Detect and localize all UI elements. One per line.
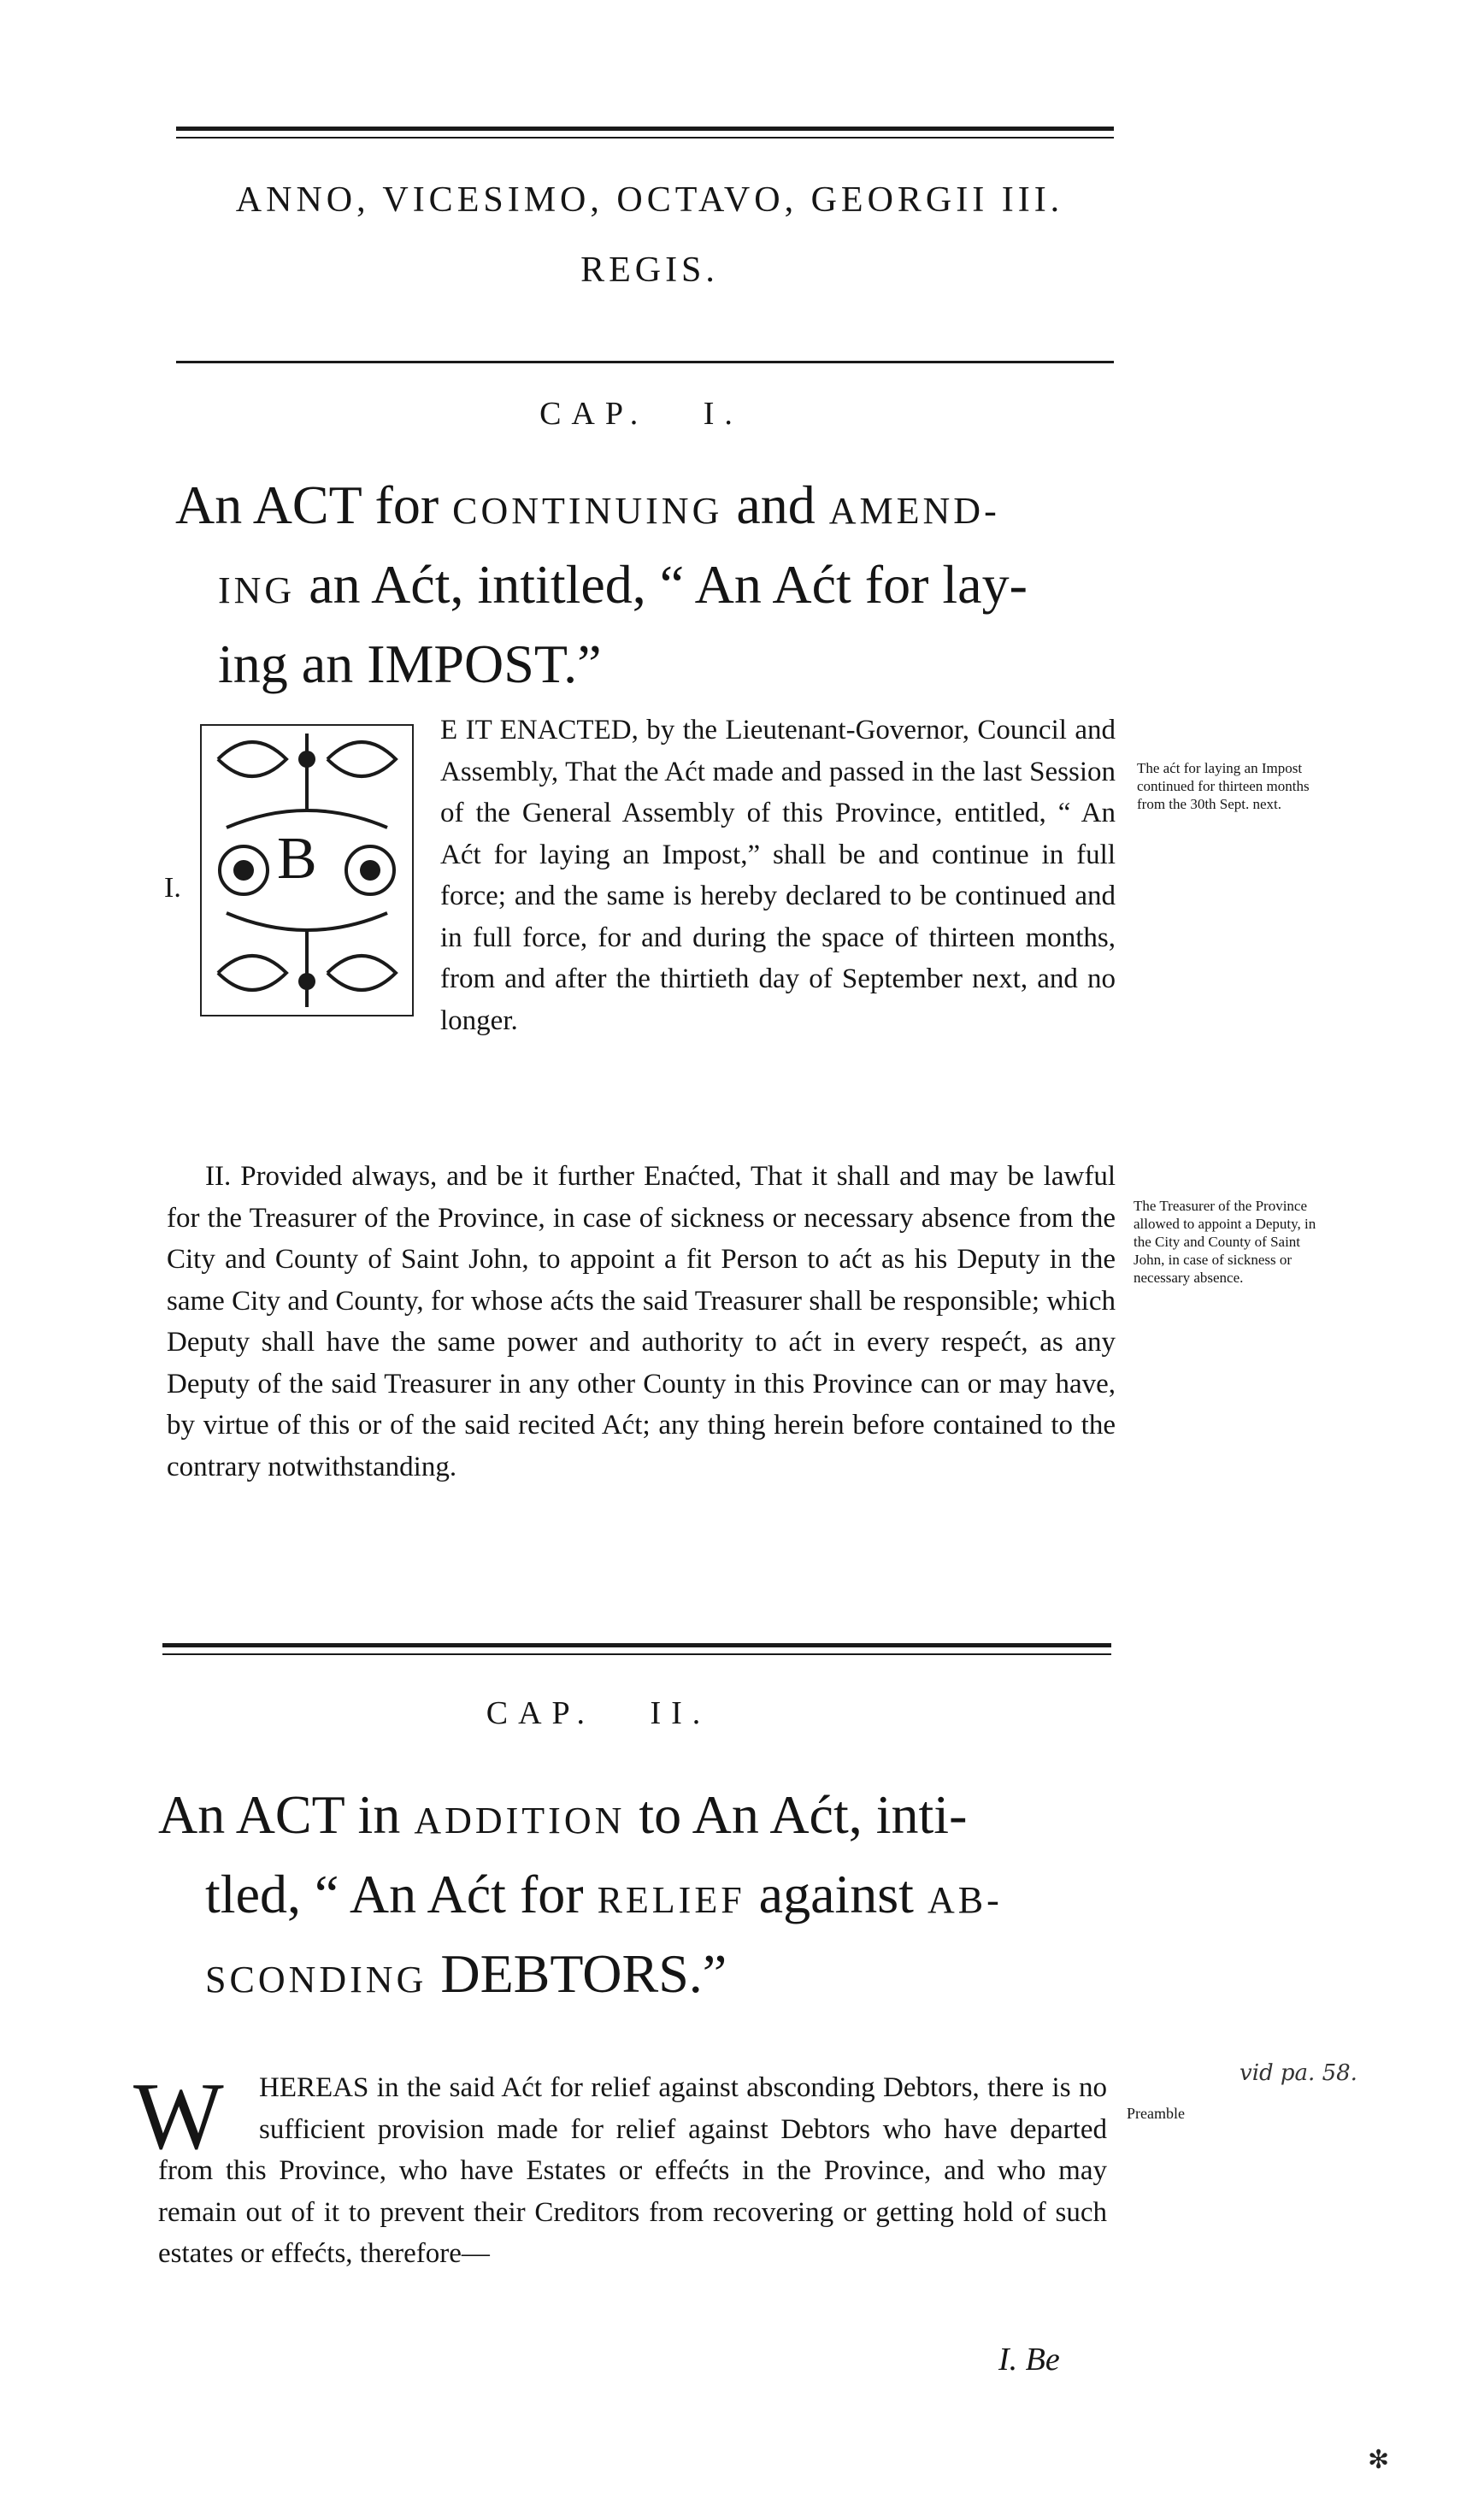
catchword: I. Be — [998, 2342, 1060, 2378]
cap2-title-line3: SCONDING DEBTORS.” — [205, 1943, 727, 2004]
cap2-title — [158, 1778, 1141, 2017]
cap1-heading: CAP. I. — [539, 396, 743, 432]
page-header-line2: REGIS. — [580, 250, 719, 290]
margin-note-preamble: Preamble — [1127, 2105, 1185, 2122]
margin-note-impost: The aćt for laying an Impost continued for thirteen months from the 30th Sept. next. — [1137, 760, 1310, 812]
cap2-heading: CAP. II. — [486, 1695, 711, 1731]
cap1-paragraph-2: II. Provided always, and be it further Enaćted, That it shall and may be lawful for the Treasurer of the Province, in case of sickness or necessary absence from the City and County of Saint John, to appoint a fit Person to aćt as his Deputy in the same City and County, for whose aćts the said Treasurer shall be responsible; which Deputy shall have the same power and authority to aćt in every respećt, as any Deputy of the said Treasurer in any other County in this Province can or may have, by virtue of this or of the said recited Aćt; any thing herein before contained to the contrary notwithstanding. — [167, 1161, 1116, 1482]
cap1-title-line2: ING an Aćt, intitled, “ An Aćt for lay- — [218, 554, 1028, 615]
handwritten-annotation: vid pa. 58. — [1240, 2060, 1357, 2086]
header-rule — [176, 361, 1114, 363]
ink-blot-mark: ✻ — [1368, 2446, 1390, 2474]
cap1-title-line1: An ACT for CONTINUING and AMEND- — [175, 474, 1000, 535]
mid-rule-thick — [162, 1643, 1111, 1647]
cap2-title-line1: An ACT in ADDITION to An Aćt, inti- — [158, 1784, 968, 1845]
cap1-title-line3: ing an IMPOST.” — [218, 633, 602, 694]
top-rule-thin — [176, 137, 1114, 138]
cap2-title-line2: tled, “ An Aćt for RELIEF against AB- — [205, 1864, 1003, 1924]
cap2-preamble: HEREAS in the said Aćt for relief against absconding Debtors, there is no sufficient provision made for relief against Debtors who have departed from this Province, who have Estates or effećts in the Province, and who may remain out of it to prevent their Creditors from recovering or getting hold of such estates or effećts, therefore— — [158, 2072, 1107, 2269]
cap1-paragraph-1: E IT ENACTED, by the Lieutenant-Governor, Council and Assembly, That the Aćt made and passed in the last Session of the General Assembly of this Province, entitled, “ An Aćt for laying an Impost,” shall be and continue in full force; and the same is hereby declared to be continued and in full force, for and during the space of thirteen months, from and after the thirtieth day of September next, and no longer. — [440, 715, 1116, 1036]
mid-rule-thin — [162, 1653, 1111, 1655]
drop-cap-b: B — [272, 825, 322, 893]
drop-cap-w: W — [133, 2064, 224, 2170]
section-number-1: I. — [164, 872, 181, 904]
margin-note-treasurer: The Treasurer of the Province allowed to appoint a Deputy, in the City and County of Saint John, in case of sickness or necessary absence. — [1134, 1198, 1316, 1286]
page-header-line1: ANNO, VICESIMO, OCTAVO, GEORGII III. — [235, 180, 1064, 220]
cap1-title — [175, 468, 1141, 701]
top-rule-thick — [176, 127, 1114, 131]
